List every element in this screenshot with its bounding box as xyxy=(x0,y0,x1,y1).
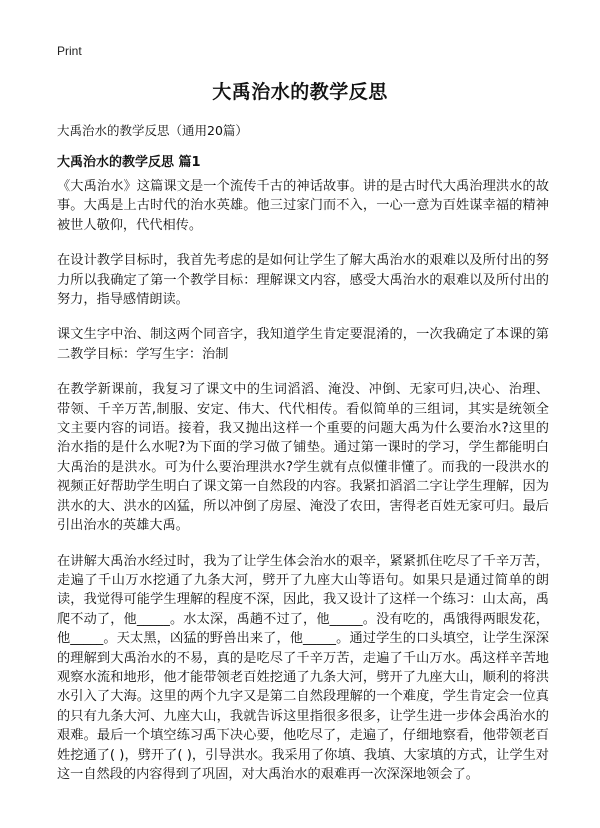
section-heading: 大禹治水的教学反思 篇1 xyxy=(57,155,201,170)
print-label[interactable]: Print xyxy=(57,44,82,58)
document-body xyxy=(57,177,549,784)
paragraph: 在教学新课前，我复习了课文中的生词滔滔、淹没、冲倒、无家可归,决心、治理、带领、千辛万苦,制服、安定、伟大、代代相传。看似简单的三组词，其实是统领全文主要内容的词语。接着，我又抛出这样一个重要的问题大禹为什么要治水?这里的治水指的是什么水呢?为下面的学习做了铺垫。通过第一课时的学习，学生都能明白大禹治的是洪水。可为什么要治理洪水?学生就有点似懂非懂了。而我的一段洪水的视频正好帮助学生明白了课文第一自然段的内容。我紧扣滔滔二字让学生理解，因为洪水的大、洪水的凶猛，所以冲倒了房屋、淹没了农田，害得老百姓无家可归。最后引出治水的英雄大禹。 xyxy=(57,382,549,534)
paragraph: 在设计教学目标时，我首先考虑的是如何让学生了解大禹治水的艰难以及所付出的努力所以我确定了第一个教学目标：理解课文内容，感受大禹治水的艰难以及所付出的努力，指导感情朗读。 xyxy=(57,253,549,308)
document-title: 大禹治水的教学反思 xyxy=(212,81,388,103)
paragraph: 在讲解大禹治水经过时，我为了让学生体会治水的艰辛，紧紧抓住吃尽了千辛万苦，走遍了千山万水挖通了九条大河，劈开了九座大山等语句。如果只是通过简单的朗读，我觉得可能学生理解的程度不深，因此，我又设计了这样一个练习：山太高，禹爬不动了，他_____。水太深，禹趟不过了，他_____。没有吃的，禹饿得两眼发花，他_____。天太黑，凶猛的野兽出来了，他_____。通过学生的口头填空，让学生深深的理解到大禹治水的不易，真的是吃尽了千辛万苦，走遍了千山万水。禹这样辛苦地观察水流和地形，他才能带领老百姓挖通了九条大河，劈开了九座大山，顺利的将洪水引入了大海。这里的两个九字又是第二自然段理解的一个难度，学生肯定会一位真的只有九条大河、九座大山，我就告诉这里指很多很多，让学生进一步体会禹治水的艰难。最后一个填空练习禹下决心要，他吃尽了，走遍了，仔细地察看，他带领老百姓挖通了( )，劈开了( )，引导洪水。我采用了你填、我填、大家填的方式，让学生对这一自然段的内容得到了巩固，对大禹治水的艰难再一次深深地领会了。 xyxy=(57,553,549,782)
paragraph: 《大禹治水》这篇课文是一个流传千古的神话故事。讲的是古时代大禹治理洪水的故事。大禹是上古时代的治水英雄。他三过家门而不入，一心一意为百姓谋幸福的精神被世人敬仰，代代相传。 xyxy=(57,179,549,233)
paragraph: 课文生字中治、制这两个同音字，我知道学生肯定要混淆的，一次我确定了本课的第二教学目标：学写生字：治制 xyxy=(57,327,549,362)
document-subtitle: 大禹治水的教学反思（通用20篇） xyxy=(57,123,248,138)
